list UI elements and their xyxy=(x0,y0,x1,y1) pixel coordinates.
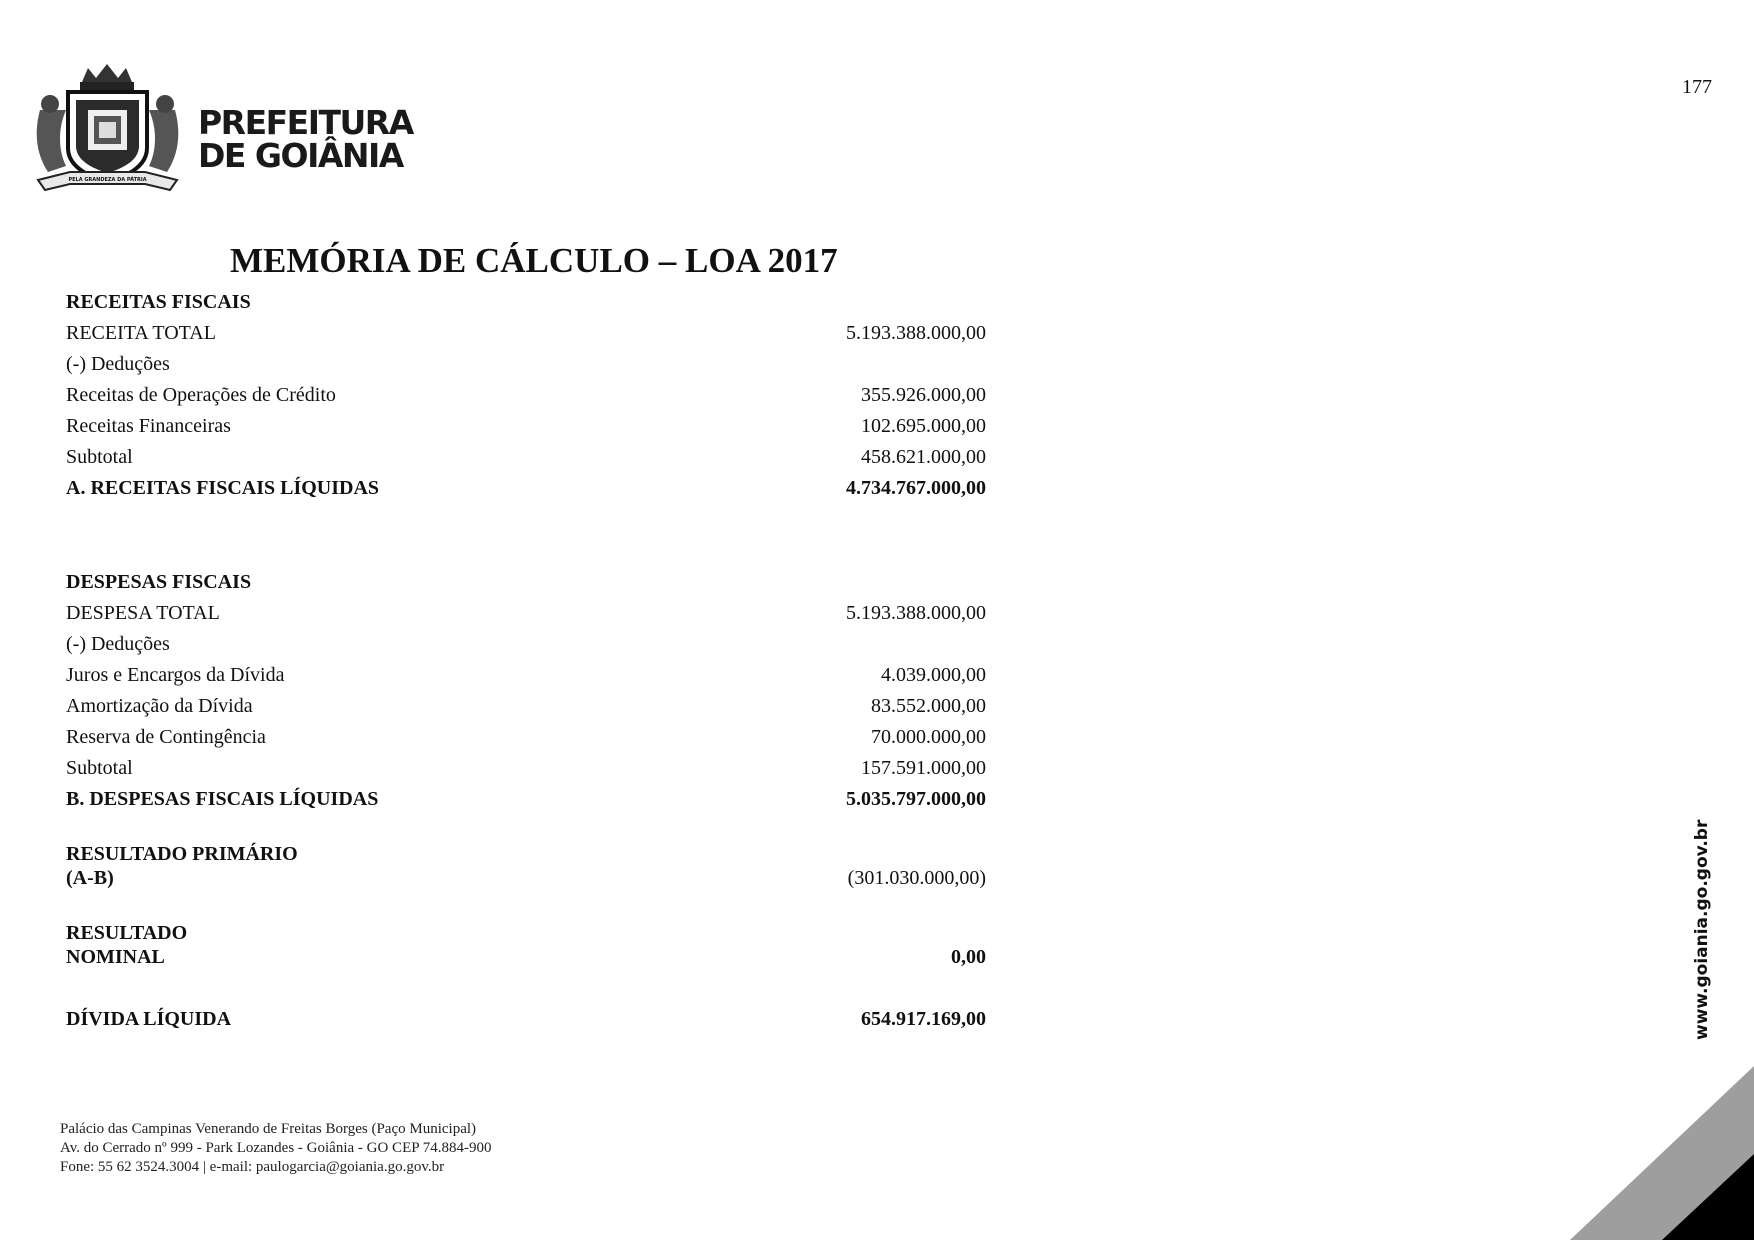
row-value: 0,00 xyxy=(951,946,986,968)
total-row-receitas xyxy=(66,473,986,503)
row-label: RECEITA TOTAL xyxy=(66,322,216,344)
row-label: NOMINAL xyxy=(66,946,165,968)
row-value: 70.000.000,00 xyxy=(871,726,986,748)
section-heading-despesas xyxy=(66,567,986,597)
row-value: 83.552.000,00 xyxy=(871,695,986,717)
prefeitura-logo xyxy=(30,62,413,197)
row-label: B. DESPESAS FISCAIS LÍQUIDAS xyxy=(66,788,379,810)
total-row-despesas xyxy=(66,784,986,814)
table-row xyxy=(66,380,986,410)
row-label: DESPESAS FISCAIS xyxy=(66,571,252,593)
divida-liquida-row xyxy=(66,1004,986,1034)
row-label: Subtotal xyxy=(66,757,133,779)
row-label: Subtotal xyxy=(66,446,133,468)
row-label: Receitas de Operações de Crédito xyxy=(66,384,336,406)
row-value: (301.030.000,00) xyxy=(847,867,986,889)
row-label: Juros e Encargos da Dívida xyxy=(66,664,285,686)
table-row xyxy=(66,660,986,690)
row-value: 4.039.000,00 xyxy=(881,664,986,686)
table-row xyxy=(66,349,986,379)
footer-line: Av. do Cerrado nº 999 - Park Lozandes - Goiânia - GO CEP 74.884-900 xyxy=(60,1140,492,1156)
row-label: Amortização da Dívida xyxy=(66,695,253,717)
footer-line: Palácio das Campinas Venerando de Freitas Borges (Paço Municipal) xyxy=(60,1121,477,1137)
section-heading-receitas xyxy=(66,287,986,317)
page-number: 177 xyxy=(1682,76,1712,98)
row-label: (-) Deduções xyxy=(66,353,170,375)
row-value: 458.621.000,00 xyxy=(861,446,986,468)
row-label: Reserva de Contingência xyxy=(66,726,266,748)
resultado-primario-row xyxy=(66,863,986,893)
resultado-nominal-row xyxy=(66,942,986,972)
table-row xyxy=(66,629,986,659)
row-value: 102.695.000,00 xyxy=(861,415,986,437)
row-value: 654.917.169,00 xyxy=(861,1008,986,1030)
logo-line-1: PREFEITURA xyxy=(198,103,413,142)
row-value: 5.035.797.000,00 xyxy=(846,788,986,810)
website-url: www.goiania.go.gov.br xyxy=(1692,819,1712,1040)
row-label: (-) Deduções xyxy=(66,633,170,655)
footer-line: Fone: 55 62 3524.3004 | e-mail: paulogarcia@goiania.go.gov.br xyxy=(60,1159,445,1175)
footer-address xyxy=(60,1120,492,1177)
table-row xyxy=(66,722,986,752)
row-value: 157.591.000,00 xyxy=(861,757,986,779)
row-value: 5.193.388.000,00 xyxy=(846,602,986,624)
row-label: DESPESA TOTAL xyxy=(66,602,220,624)
table-row xyxy=(66,442,986,472)
logo-line-2: DE GOIÂNIA xyxy=(198,136,403,175)
row-label: (A-B) xyxy=(66,867,114,889)
row-value: 355.926.000,00 xyxy=(861,384,986,406)
row-value: 4.734.767.000,00 xyxy=(846,477,986,499)
row-label: A. RECEITAS FISCAIS LÍQUIDAS xyxy=(66,477,380,499)
table-row xyxy=(66,411,986,441)
row-label: RESULTADO xyxy=(66,922,188,944)
table-row xyxy=(66,691,986,721)
row-value: 5.193.388.000,00 xyxy=(846,322,986,344)
table-row xyxy=(66,318,986,348)
row-label: RESULTADO PRIMÁRIO xyxy=(66,843,298,865)
table-row xyxy=(66,598,986,628)
row-label: Receitas Financeiras xyxy=(66,415,231,437)
row-label: RECEITAS FISCAIS xyxy=(66,291,251,313)
document-title: MEMÓRIA DE CÁLCULO – LOA 2017 xyxy=(230,241,838,280)
logo-wordmark xyxy=(198,103,413,175)
corner-decoration xyxy=(1570,1066,1754,1240)
crest-motto: PELA GRANDEZA DA PÁTRIA xyxy=(68,177,147,183)
city-crest-icon xyxy=(30,62,185,197)
table-row xyxy=(66,753,986,783)
row-label: DÍVIDA LÍQUIDA xyxy=(66,1008,232,1030)
